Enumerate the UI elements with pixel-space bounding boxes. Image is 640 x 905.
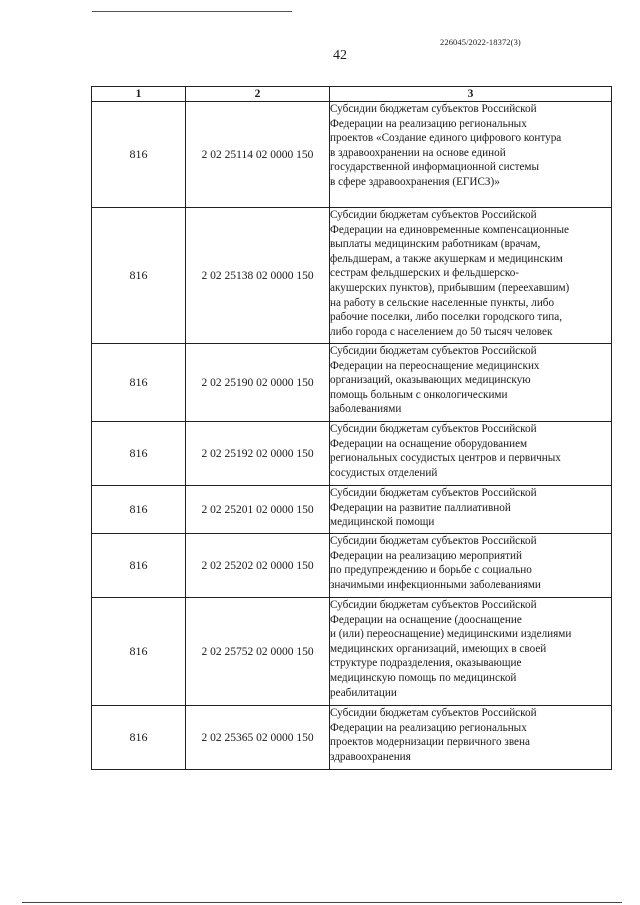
bottom-scan-rule: [22, 902, 622, 903]
budget-codes-table: [91, 86, 612, 770]
budget-code-cell: 2 02 25114 02 0000 150: [186, 102, 330, 208]
table-header-row: [92, 87, 612, 102]
top-scan-rule: [92, 11, 292, 12]
admin-code-cell: 816: [92, 422, 186, 486]
budget-code-cell: 2 02 25365 02 0000 150: [186, 706, 330, 770]
page-number: 42: [333, 48, 347, 63]
budget-code-cell: 2 02 25201 02 0000 150: [186, 486, 330, 534]
table-row: [92, 534, 612, 598]
revenue-name-cell: Субсидии бюджетам субъектов Российской Федерации на реализацию региональных проектов «Создание единого цифрового контура в здравоохранении на основе единой государственной информационной системы в сфере здравоохранения (ЕГИСЗ)»: [330, 102, 612, 208]
table-row: [92, 344, 612, 422]
admin-code-cell: 816: [92, 706, 186, 770]
revenue-name-cell: Субсидии бюджетам субъектов Российской Федерации на оснащение оборудованием региональных сосудистых центров и первичных сосудистых отделений: [330, 422, 612, 486]
revenue-name-cell: Субсидии бюджетам субъектов Российской Федерации на реализацию региональных проектов модернизации первичного звена здравоохранения: [330, 706, 612, 770]
budget-code-cell: 2 02 25752 02 0000 150: [186, 598, 330, 706]
revenue-name-cell: Субсидии бюджетам субъектов Российской Федерации на развитие паллиативной медицинской помощи: [330, 486, 612, 534]
table-row: [92, 486, 612, 534]
admin-code-cell: 816: [92, 486, 186, 534]
table-row: [92, 598, 612, 706]
admin-code-cell: 816: [92, 344, 186, 422]
admin-code-cell: 816: [92, 102, 186, 208]
budget-code-cell: 2 02 25190 02 0000 150: [186, 344, 330, 422]
revenue-name-cell: Субсидии бюджетам субъектов Российской Федерации на оснащение (дооснащение и (или) переоснащение) медицинскими изделиями медицинских организаций, имеющих в своей структуре подразделения, оказывающие медицинскую помощь по медицинской реабилитации: [330, 598, 612, 706]
table-row: [92, 706, 612, 770]
table-row: [92, 102, 612, 208]
document-id: 226045/2022-18372(3): [440, 37, 521, 47]
revenue-name-cell: Субсидии бюджетам субъектов Российской Федерации на переоснащение медицинских организаций, оказывающих медицинскую помощь больным с онкологическими заболеваниями: [330, 344, 612, 422]
column-header-admin: 1: [92, 87, 186, 102]
budget-code-cell: 2 02 25138 02 0000 150: [186, 208, 330, 344]
admin-code-cell: 816: [92, 208, 186, 344]
table-row: [92, 422, 612, 486]
admin-code-cell: 816: [92, 534, 186, 598]
column-header-code: 2: [186, 87, 330, 102]
revenue-name-cell: Субсидии бюджетам субъектов Российской Федерации на единовременные компенсационные выплаты медицинским работникам (врачам, фельдшерам, а также акушеркам и медицинским сестрам фельдшерских и фельдшерско- акушерских пунктов), прибывшим (переехавшим) на работу в сельские населенные пункты, либо рабочие поселки, либо поселки городского типа, либо города с населением до 50 тысяч человек: [330, 208, 612, 344]
budget-code-cell: 2 02 25192 02 0000 150: [186, 422, 330, 486]
revenue-name-cell: Субсидии бюджетам субъектов Российской Федерации на реализацию мероприятий по предупреждению и борьбе с социально значимыми инфекционными заболеваниями: [330, 534, 612, 598]
column-header-name: 3: [330, 87, 612, 102]
budget-code-cell: 2 02 25202 02 0000 150: [186, 534, 330, 598]
admin-code-cell: 816: [92, 598, 186, 706]
table-row: [92, 208, 612, 344]
